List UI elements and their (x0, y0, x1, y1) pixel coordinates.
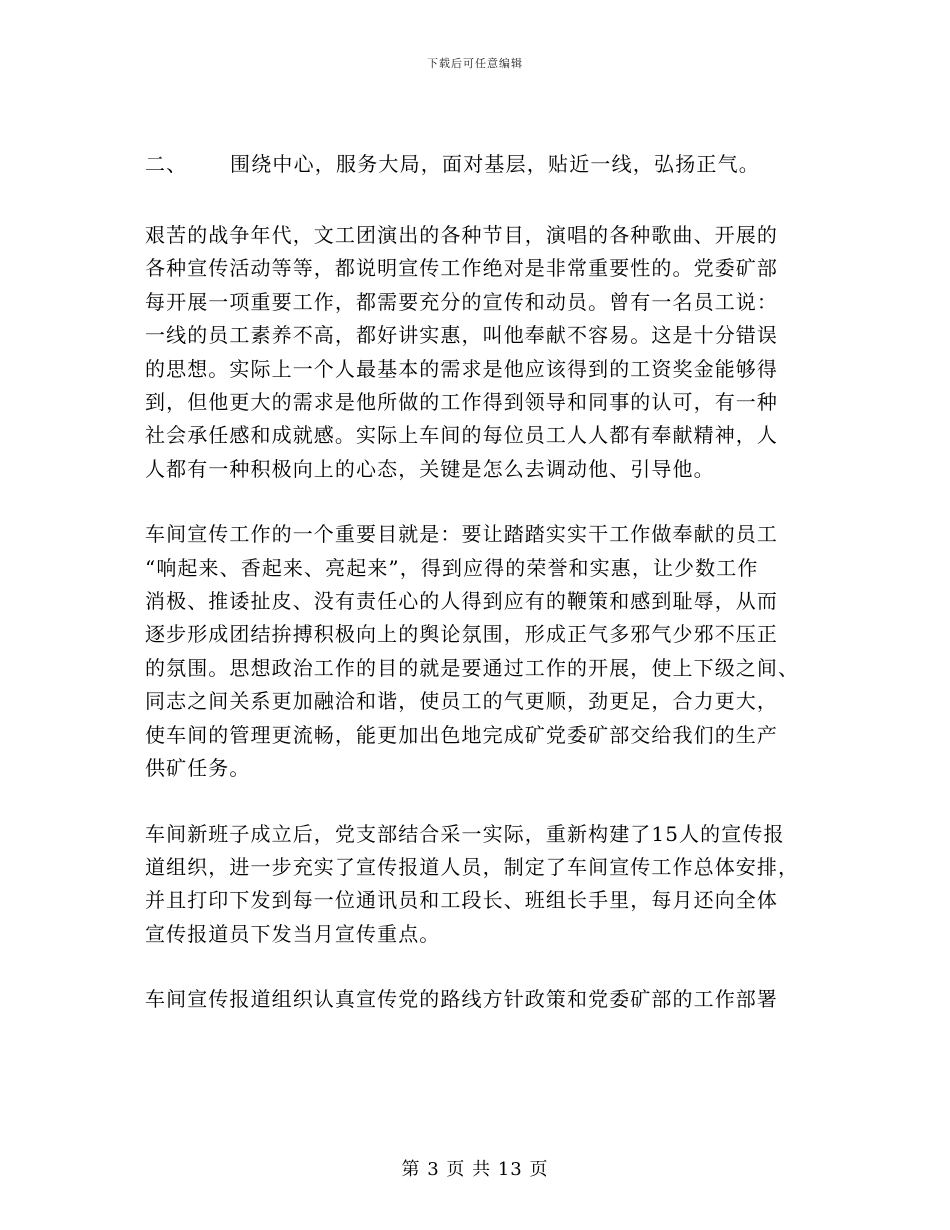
paragraph-line: 道组织，进一步充实了宣传报道人员，制定了车间宣传工作总体安排， (145, 854, 800, 879)
paragraph-line: “响起来、香起来、亮起来”，得到应得的荣誉和实惠，让少数工作 (145, 555, 759, 580)
paragraph (145, 219, 805, 486)
paragraph-line: 并且打印下发到每一位通讯员和工段长、班组长手里，每月还向全体 (145, 888, 778, 913)
paragraph-line: 消极、推诿扯皮、没有责任心的人得到应有的鞭策和感到耻辱，从而 (145, 589, 778, 614)
paragraph-line: 车间宣传工作的一个重要目就是：要让踏踏实实干工作做奉献的员工 (145, 522, 778, 547)
paragraph-line: 同志之间关系更加融洽和谐，使员工的气更顺，劲更足，合力更大， (145, 689, 778, 714)
paragraph-line: 各种宣传活动等等，都说明宣传工作绝对是非常重要性的。党委矿部 (145, 256, 778, 281)
document-body (145, 147, 805, 1049)
paragraph-line: 人都有一种积极向上的心态，关键是怎么去调动他、引导他。 (145, 456, 715, 481)
paragraph-line: 一线的员工素养不高，都好讲实惠，叫他奉献不容易。这是十分错误 (145, 323, 778, 348)
paragraph-line: 供矿任务。 (145, 756, 251, 781)
paragraph-line: 的氛围。思想政治工作的目的就是要通过工作的开展，使上下级之间、 (145, 655, 800, 680)
paragraph-line: 车间新班子成立后，党支部结合采一实际，重新构建了15人的宣传报 (145, 821, 785, 846)
paragraph (145, 818, 805, 952)
paragraph-line: 每开展一项重要工作，都需要充分的宣传和动员。曾有一名员工说： (145, 289, 778, 314)
paragraph-line: 的思想。实际上一个人最基本的需求是他应该得到的工资奖金能够得 (145, 356, 778, 381)
page-footer: 第 3 页 共 13 页 (401, 1159, 549, 1180)
paragraph-line: 车间宣传报道组织认真宣传党的路线方针政策和党委矿部的工作部署 (145, 987, 778, 1012)
paragraph (145, 983, 805, 1016)
section-number: 二、 (145, 152, 188, 176)
paragraph-line: 社会承任感和成就感。实际上车间的每位员工人人都有奉献精神，人 (145, 423, 778, 448)
section-heading (145, 147, 805, 181)
paragraph-line: 艰苦的战争年代，文工团演出的各种节目，演唱的各种歌曲、开展的 (145, 223, 778, 247)
paragraph-line: 使车间的管理更流畅，能更加出色地完成矿党委矿部交给我们的生产 (145, 722, 778, 747)
header-note: 下载后可任意编辑 (427, 57, 523, 70)
paragraph-line: 宣传报道员下发当月宣传重点。 (145, 921, 441, 946)
section-title: 围绕中心，服务大局，面对基层，贴近一线，弘扬正气。 (230, 152, 760, 176)
paragraph-line: 逐步形成团结拚搏积极向上的舆论氛围，形成正气多邪气少邪不压正 (145, 622, 778, 647)
paragraph-line: 到，但他更大的需求是他所做的工作得到领导和同事的认可，有一种 (145, 390, 778, 415)
paragraph (145, 518, 805, 785)
